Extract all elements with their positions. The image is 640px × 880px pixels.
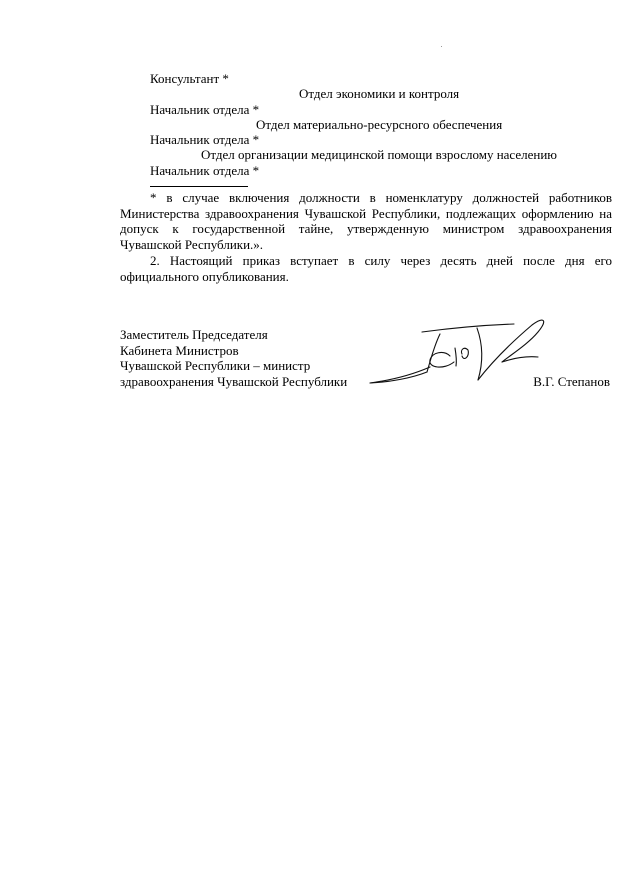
clause-line: 2. Настоящий приказ вступает в силу через десять дней после дня его (150, 253, 612, 268)
footnote-separator (150, 186, 248, 187)
role-head-economics: Начальник отдела * (150, 102, 260, 117)
signatory-title-line: Чувашской Республики – министр (120, 358, 311, 373)
footnote-line: допуск к государственной тайне, утвержденную министром здравоохранения (120, 221, 612, 236)
clause-2 (120, 253, 612, 284)
department-adult-medical-care: Отдел организации медицинской помощи взрослому населению (201, 147, 558, 162)
footnote-line: * в случае включения должности в номенклатуру должностей работников (150, 190, 612, 205)
signatory-title (120, 327, 347, 389)
role-head-material-resources: Начальник отдела * (150, 132, 260, 147)
role-head-adult-medical-care: Начальник отдела * (150, 163, 260, 178)
department-material-resources: Отдел материально-ресурсного обеспечения (256, 117, 503, 132)
signatory-title-line: Заместитель Председателя (120, 327, 268, 342)
department-economics: Отдел экономики и контроля (299, 86, 460, 101)
footnote-line: Чувашской Республики.». (120, 236, 264, 252)
footnote (120, 190, 612, 252)
role-consultant: Консультант * (150, 71, 229, 86)
scan-speck (441, 46, 442, 47)
signatory-title-line: здравоохранения Чувашской Республики (120, 373, 348, 389)
clause-line: официального опубликования. (120, 268, 289, 284)
signatory-name: В.Г. Степанов (533, 374, 610, 389)
handwritten-signature (352, 310, 562, 390)
signatory-title-line: Кабинета Министров (120, 342, 239, 358)
footnote-line: Министерства здравоохранения Чувашской Республики, подлежащих оформлению на (120, 205, 612, 221)
